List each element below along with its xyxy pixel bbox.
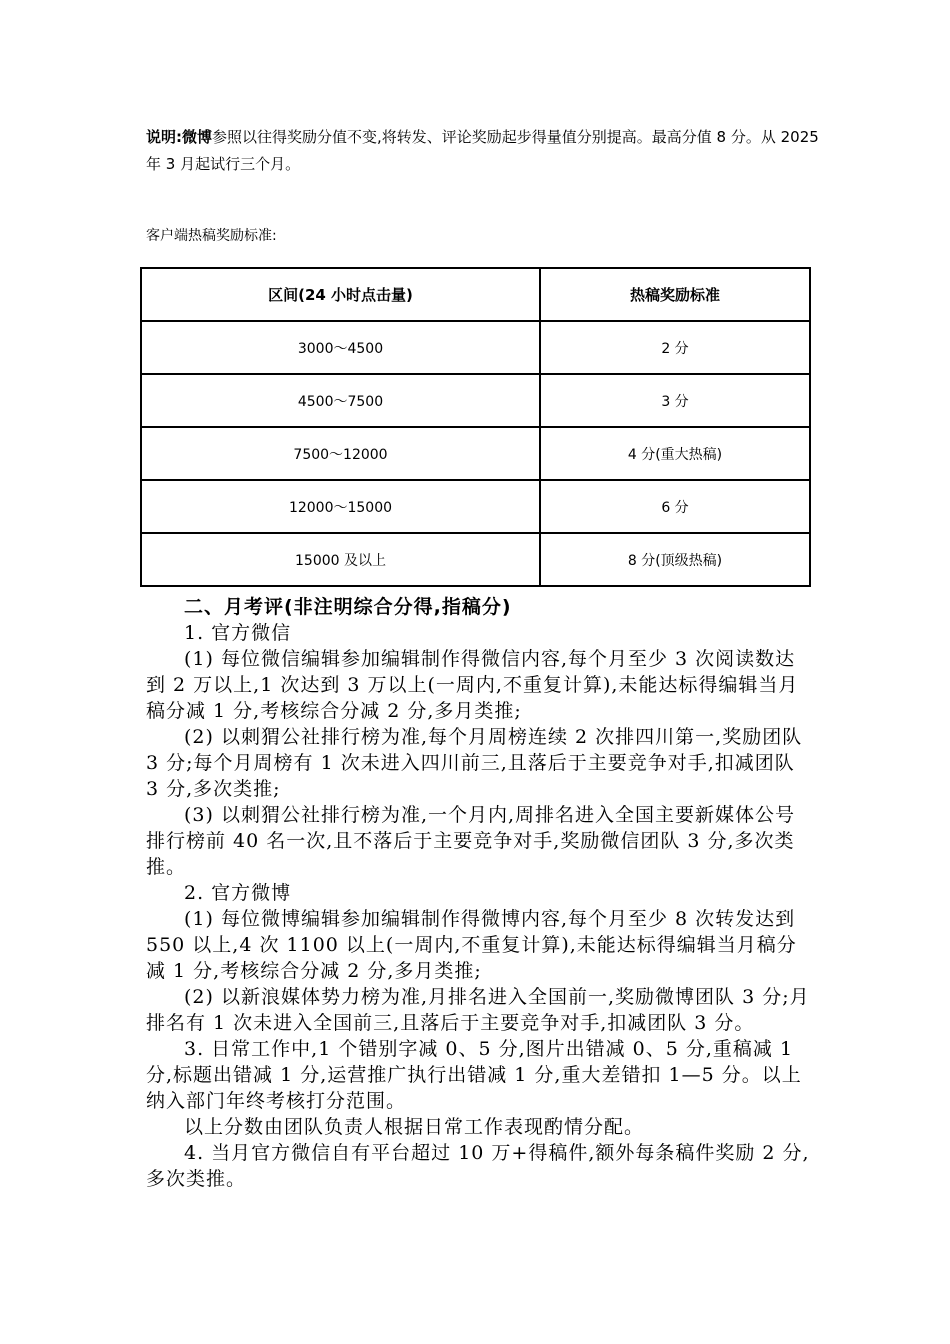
- hot-article-reward-table: [140, 267, 811, 587]
- cell-reward: 3 分: [540, 374, 810, 427]
- table-row: [141, 321, 810, 374]
- note-text: 参照以往得奖励分值不变,将转发、评论奖励起步得量值分别提高。最高分值 8 分。从 2025 年 3 月起试行三个月。: [146, 128, 819, 173]
- table-caption: 客户端热稿奖励标准:: [146, 228, 277, 244]
- paragraph: 以上分数由团队负责人根据日常工作表现酌情分配。: [184, 1116, 645, 1138]
- cell-range: 4500～7500: [141, 374, 540, 427]
- paragraph: 3. 日常工作中,1 个错别字减 0、5 分,图片出错减 0、5 分,重稿减 1 分,标题出错减 1 分,运营推广执行出错减 1 分,重大差错扣 1—5 分。以上纳入部门年终考核打分范围。: [146, 1038, 802, 1112]
- table-header-row: [141, 268, 810, 321]
- subheading-wechat: 1. 官方微信: [184, 622, 292, 644]
- paragraph: 4. 当月官方微信自有平台超过 10 万+得稿件,额外每条稿件奖励 2 分,多次类推。: [146, 1142, 810, 1190]
- paragraph: (2) 以刺猬公社排行榜为准,每个月周榜连续 2 次排四川第一,奖励团队 3 分;每个月周榜有 1 次未进入四川前三,且落后于主要竞争对手,扣减团队 3 分,多次类推;: [146, 726, 803, 800]
- table-row: [141, 480, 810, 533]
- table-row: [141, 533, 810, 586]
- paragraph: (3) 以刺猬公社排行榜为准,一个月内,周排名进入全国主要新媒体公号排行榜前 40 名一次,且不落后于主要竞争对手,奖励微信团队 3 分,多次类推。: [146, 804, 796, 878]
- table-row: [141, 374, 810, 427]
- paragraph: (1) 每位微信编辑参加编辑制作得微信内容,每个月至少 3 次阅读数达到 2 万以上,1 次达到 3 万以上(一周内,不重复计算),未能达标得编辑当月稿分减 1 分,考核综合分减 2 分,多月类推;: [146, 648, 799, 722]
- paragraph: (1) 每位微博编辑参加编辑制作得微博内容,每个月至少 8 次转发达到 550 以上,4 次 1100 以上(一周内,不重复计算),未能达标得编辑当月稿分减 1 分,考核综合分减 2 分,多月类推;: [146, 908, 797, 982]
- note-paragraph: [146, 124, 836, 178]
- cell-range: 7500～12000: [141, 427, 540, 480]
- paragraph: (2) 以新浪媒体势力榜为准,月排名进入全国前一,奖励微博团队 3 分;月排名有 1 次未进入全国前三,且落后于主要竞争对手,扣减团队 3 分。: [146, 986, 810, 1034]
- cell-range: 15000 及以上: [141, 533, 540, 586]
- monthly-evaluation-section: [146, 594, 812, 1192]
- header-range: 区间(24 小时点击量): [141, 268, 540, 321]
- cell-range: 3000～4500: [141, 321, 540, 374]
- cell-range: 12000～15000: [141, 480, 540, 533]
- cell-reward: 6 分: [540, 480, 810, 533]
- note-label: 说明:: [146, 128, 182, 146]
- header-reward: 热稿奖励标准: [540, 268, 810, 321]
- cell-reward: 2 分: [540, 321, 810, 374]
- table-row: [141, 427, 810, 480]
- cell-reward: 4 分(重大热稿): [540, 427, 810, 480]
- subheading-weibo: 2. 官方微博: [184, 882, 292, 904]
- section-heading: 二、月考评(非注明综合分得,指稿分): [184, 596, 512, 618]
- cell-reward: 8 分(顶级热稿): [540, 533, 810, 586]
- note-bold-word: 微博: [182, 128, 213, 146]
